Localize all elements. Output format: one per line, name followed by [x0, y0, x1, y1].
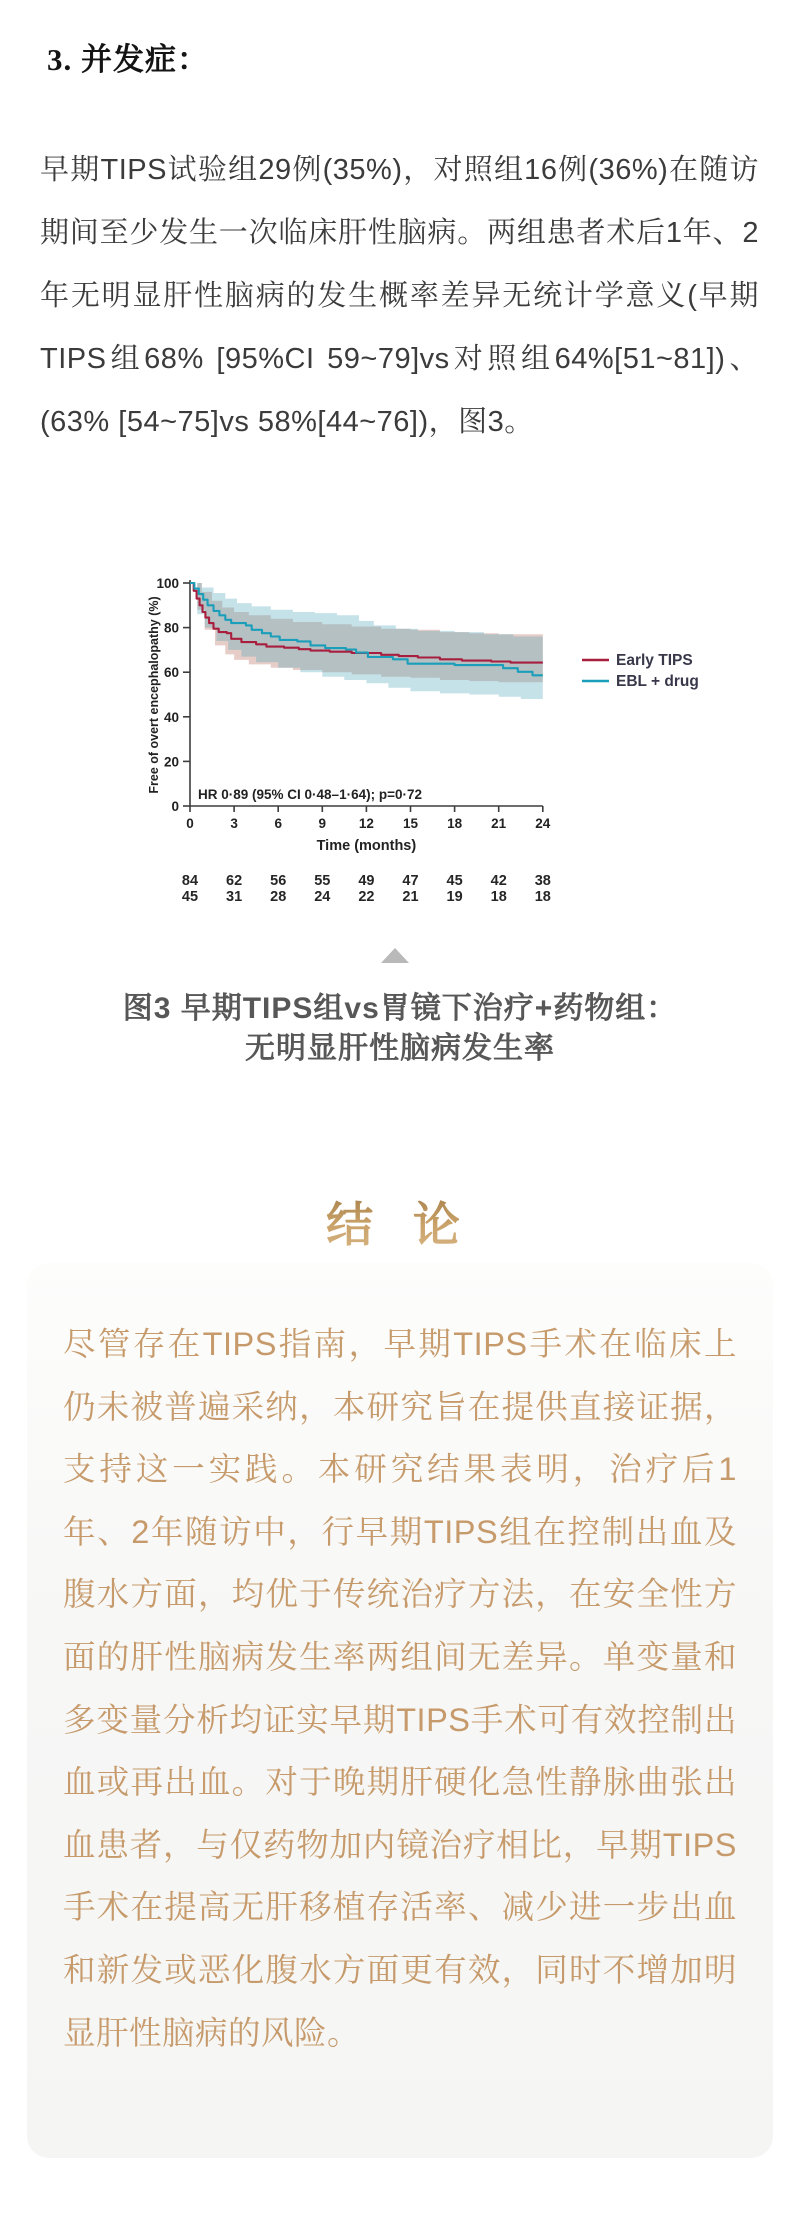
svg-text:62: 62 [226, 873, 243, 889]
svg-text:18: 18 [490, 889, 507, 905]
x-axis-label: Time (months) [316, 838, 417, 854]
legend [582, 652, 699, 690]
body-paragraph: 早期TIPS试验组29例(35%)，对照组16例(36%)在随访期间至少发生一次临床肝性脑病。两组患者术后1年、2年无明显肝性脑病的发生概率差异无统计学意义(早期TIPS组68% [95%CI 59~79]vs对照组64%[51~81])、(63% [54~75]vs 58%[44~76])，图3。 [40, 154, 759, 438]
conclusion-heading: 结 论 [0, 1188, 800, 1255]
svg-text:18: 18 [447, 816, 463, 831]
svg-text:47: 47 [402, 873, 419, 889]
svg-text:24: 24 [314, 889, 331, 905]
figure-caption-line1: 图3 早期TIPS组vs胃镜下治疗+药物组： [122, 992, 678, 1025]
confidence-bands [190, 583, 543, 705]
svg-text:38: 38 [534, 873, 551, 889]
section-heading: 3. 并发症： [47, 42, 209, 77]
svg-text:31: 31 [226, 889, 243, 905]
svg-text:60: 60 [163, 665, 179, 681]
conclusion-text: 尽管存在TIPS指南，早期TIPS手术在临床上仍未被普遍采纳，本研究旨在提供直接证据，支持这一实践。本研究结果表明，治疗后1年、2年随访中，行早期TIPS组在控制出血及腹水方面，均优于传统治疗方法，在安全性方面的肝性脑病发生率两组间无差异。单变量和多变量分析均证实早期TIPS手术可有效控制出血或再出血。对于晚期肝硬化急性静脉曲张出血患者，与仅药物加内镜治疗相比，早期TIPS手术在提高无肝移植存活率、减少进一步出血和新发或恶化腹水方面更有效，同时不增加明显肝性脑病的风险。 [63, 1326, 737, 2051]
svg-text:6: 6 [274, 816, 282, 831]
svg-text:22: 22 [358, 889, 375, 905]
numbers-at-risk [182, 873, 551, 905]
svg-text:49: 49 [358, 873, 375, 889]
svg-text:3: 3 [230, 816, 238, 831]
svg-text:80: 80 [163, 620, 179, 636]
svg-text:40: 40 [163, 709, 179, 725]
svg-text:0: 0 [186, 816, 194, 831]
svg-text:12: 12 [358, 816, 374, 831]
svg-text:21: 21 [491, 816, 507, 831]
svg-text:55: 55 [314, 873, 331, 889]
svg-text:42: 42 [490, 873, 507, 889]
km-figure [95, 560, 735, 910]
svg-text:15: 15 [402, 816, 419, 831]
svg-text:19: 19 [446, 889, 463, 905]
svg-text:24: 24 [535, 816, 551, 831]
kaplan-meier-chart [95, 560, 735, 910]
svg-text:9: 9 [318, 816, 327, 831]
collapse-triangle-icon[interactable] [381, 948, 409, 963]
svg-text:20: 20 [163, 754, 179, 770]
svg-text:21: 21 [402, 889, 419, 905]
svg-text:18: 18 [534, 889, 551, 905]
y-axis-label: Free of overt encephalopathy (%) [147, 596, 161, 794]
svg-text:EBL + drug: EBL + drug [616, 673, 699, 690]
svg-text:45: 45 [446, 873, 463, 889]
svg-text:45: 45 [181, 889, 199, 905]
svg-text:28: 28 [270, 889, 287, 905]
svg-text:56: 56 [270, 873, 287, 889]
figure-caption-line2: 无明显肝性脑病发生率 [245, 1032, 555, 1065]
svg-text:100: 100 [156, 576, 179, 591]
hr-annotation: HR 0·89 (95% CI 0·48–1·64); p=0·72 [198, 787, 422, 802]
svg-text:Early TIPS: Early TIPS [616, 652, 693, 669]
svg-text:84: 84 [181, 873, 199, 889]
svg-text:0: 0 [171, 799, 179, 814]
conclusion-card [27, 1263, 773, 2158]
